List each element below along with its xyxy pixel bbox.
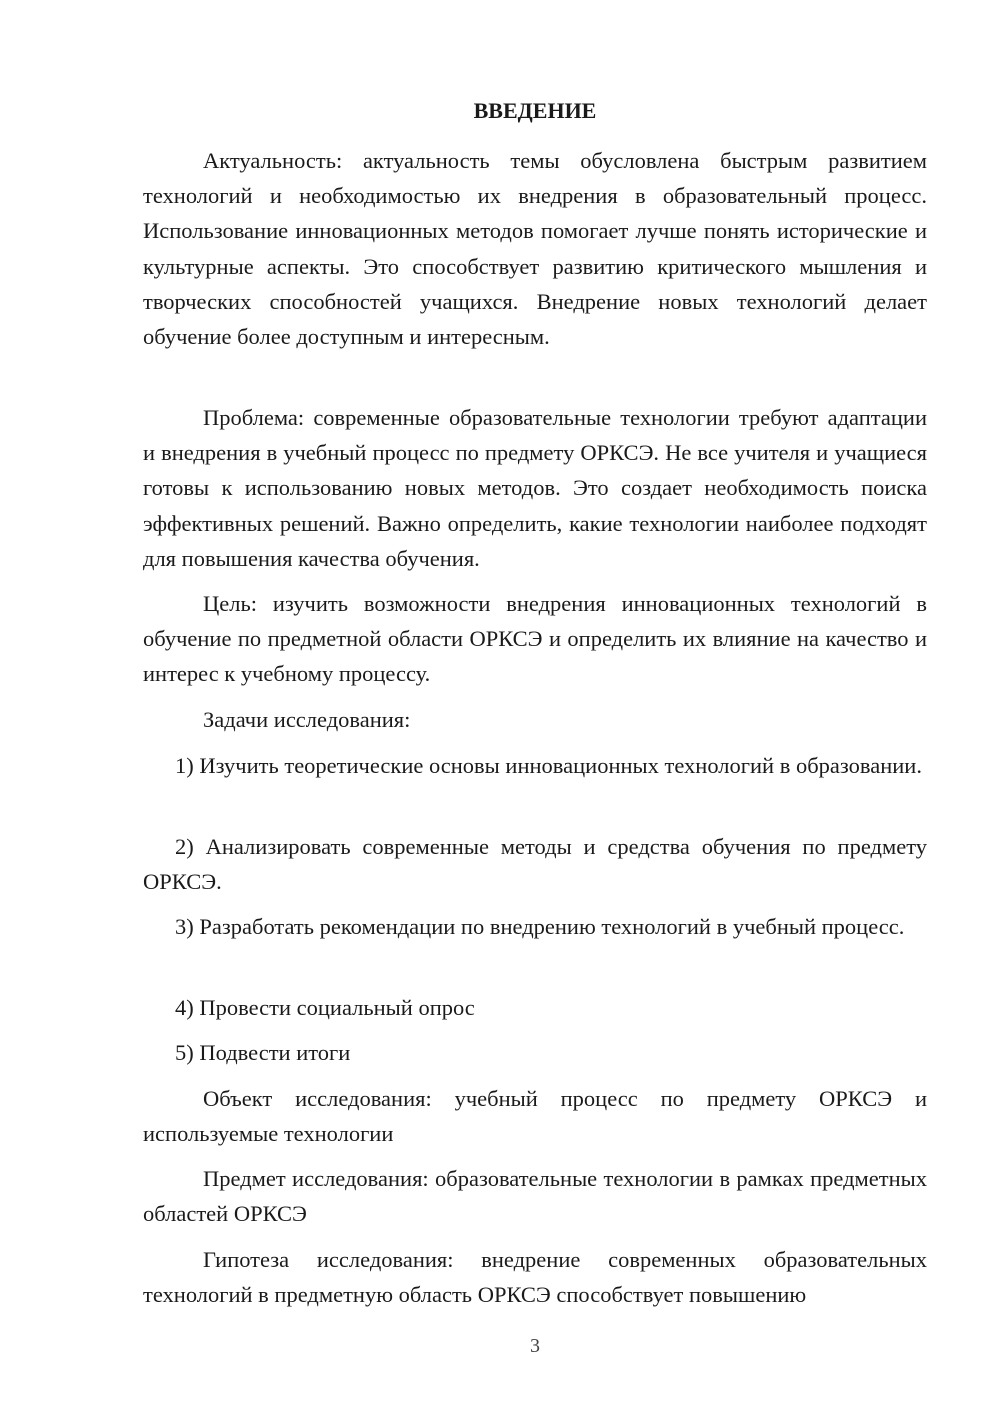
paragraph-goal: Цель: изучить возможности внедрения инновационных технологий в обучение по предметной области ОРКСЭ и определить их влияние на качество и интерес к учебному процессу. bbox=[143, 591, 927, 687]
document-page bbox=[143, 0, 927, 1414]
page-number: 3 bbox=[530, 1335, 540, 1357]
list-item-task-1: 1) Изучить теоретические основы инновационных технологий в образовании. bbox=[175, 753, 922, 778]
paragraph-relevance: Актуальность: актуальность темы обусловлена быстрым развитием технологий и необходимостью их внедрения в образовательный процесс. Использование инновационных методов помогает лучше понять исторические и культурные аспекты. Это способствует развитию критического мышления и творческих способностей учащихся. Внедрение новых технологий делает обучение более доступным и интересным. bbox=[143, 148, 927, 350]
paragraph-object: Объект исследования: учебный процесс по предмету ОРКСЭ и используемые технологии bbox=[143, 1086, 927, 1147]
paragraph-subject: Предмет исследования: образовательные технологии в рамках предметных областей ОРКСЭ bbox=[143, 1166, 927, 1227]
list-item-task-4: 4) Провести социальный опрос bbox=[175, 995, 475, 1020]
list-item-task-2: 2) Анализировать современные методы и средства обучения по предмету ОРКСЭ. bbox=[143, 834, 927, 895]
paragraph-tasks-heading: Задачи исследования: bbox=[203, 707, 411, 732]
list-item-task-5: 5) Подвести итоги bbox=[175, 1040, 351, 1065]
paragraph-problem: Проблема: современные образовательные технологии требуют адаптации и внедрения в учебный процесс по предмету ОРКСЭ. Не все учителя и учащиеся готовы к использованию новых методов. Это создает необходимость поиска эффективных решений. Важно определить, какие технологии наиболее подходят для повышения качества обучения. bbox=[143, 405, 927, 571]
section-title: ВВЕДЕНИЕ bbox=[473, 98, 597, 123]
paragraph-hypothesis: Гипотеза исследования: внедрение современных образовательных технологий в предметную область ОРКСЭ способствует повышению bbox=[143, 1247, 927, 1308]
list-item-task-3: 3) Разработать рекомендации по внедрению технологий в учебный процесс. bbox=[175, 914, 905, 939]
